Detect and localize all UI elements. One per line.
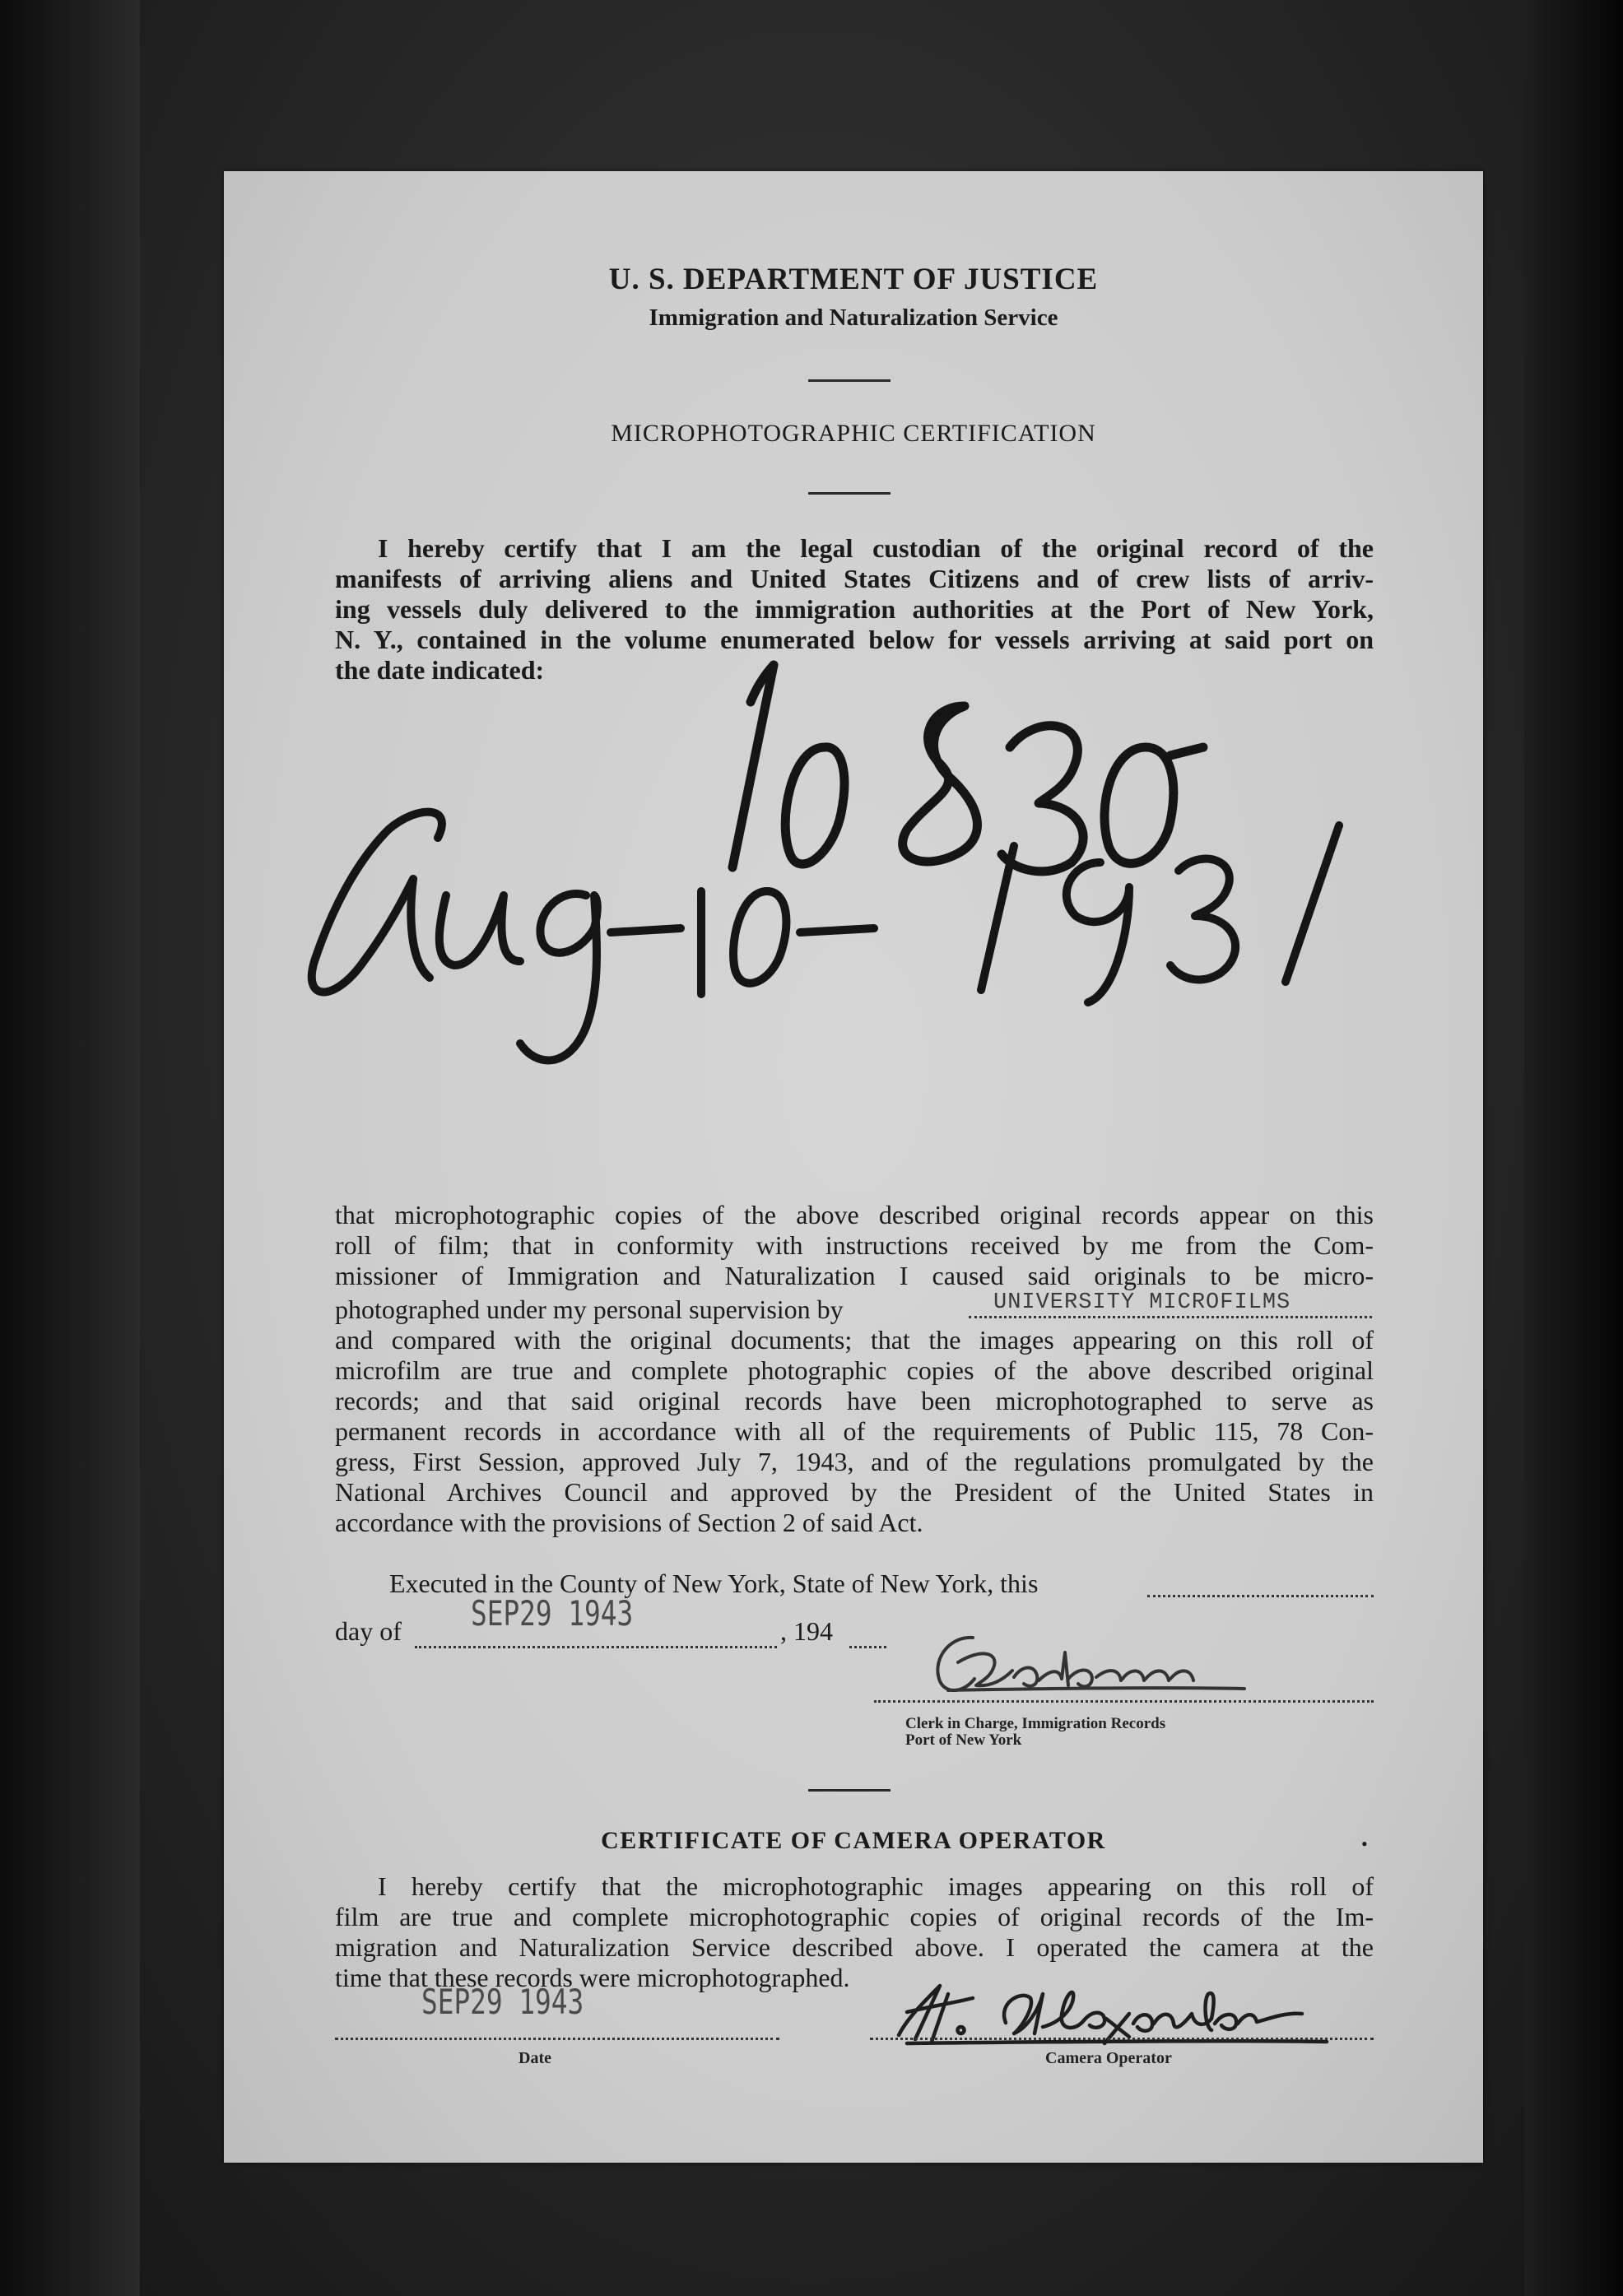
- paragraph-line: National Archives Council and approved by the President of the United States in: [335, 1477, 1374, 1507]
- service-subheading: Immigration and Naturalization Service: [649, 304, 1058, 331]
- clerk-signature: [915, 1620, 1261, 1710]
- paragraph-line: permanent records in accordance with all of the requirements of Public 115, 78 Con-: [335, 1416, 1374, 1446]
- paragraph-line: N. Y., contained in the volume enumerated below for vessels arriving at said port on: [335, 625, 1374, 654]
- clerk-signature-line: [874, 1700, 1374, 1703]
- paragraph-line: film are true and complete microphotographic copies of original records of the Im-: [335, 1902, 1374, 1931]
- executed-dots: [1147, 1595, 1374, 1597]
- film-edge-right: [1524, 0, 1623, 2296]
- camera-certificate-title: CERTIFICATE OF CAMERA OPERATOR: [601, 1827, 1106, 1854]
- day-of-label: day of: [335, 1616, 402, 1646]
- paragraph-line: microfilm are true and complete photographic copies of the above described original: [335, 1355, 1374, 1385]
- year-label: , 194: [780, 1616, 833, 1646]
- paragraph-line: manifests of arriving aliens and United States Citizens and of crew lists of arriv-: [335, 564, 1374, 593]
- supervision-prefix: photographed under my personal supervision by: [335, 1294, 844, 1324]
- clerk-port: Port of New York: [905, 1731, 1022, 1749]
- paragraph-line: that microphotographic copies of the above described original records appear on this: [335, 1200, 1374, 1229]
- film-edge-left: [0, 0, 140, 2296]
- day-of-dots: [415, 1646, 777, 1648]
- bullet-mark: •: [1361, 1834, 1368, 1854]
- paragraph-line: missioner of Immigration and Naturalization I caused said originals to be micro-: [335, 1261, 1374, 1290]
- divider-rule: [808, 1789, 891, 1792]
- camera-operator-label: Camera Operator: [1045, 2049, 1172, 2067]
- paragraph-line: and compared with the original documents; that the images appearing on this roll of: [335, 1325, 1374, 1355]
- paragraph-line: ing vessels duly delivered to the immigration authorities at the Port of New York,: [335, 594, 1374, 624]
- department-heading: U. S. DEPARTMENT OF JUSTICE: [608, 263, 1099, 296]
- paragraph-line: migration and Naturalization Service described above. I operated the camera at the: [335, 1932, 1374, 1962]
- executed-statement: Executed in the County of New York, State of New York, this: [389, 1569, 1039, 1598]
- certificate-page: [224, 171, 1483, 2163]
- body-paragraph: [335, 1200, 1374, 1538]
- handwritten-arrival-date: [224, 171, 1483, 1200]
- supervisor-name: UNIVERSITY MICROFILMS: [993, 1290, 1291, 1315]
- paragraph-line: I hereby certify that the microphotographic images appearing on this roll of: [378, 1871, 1374, 1901]
- paragraph-line: gress, First Session, approved July 7, 1943, and of the regulations promulgated by the: [335, 1447, 1374, 1476]
- paragraph-line: I hereby certify that I am the legal custodian of the original record of the: [378, 533, 1374, 563]
- paragraph-line: accordance with the provisions of Section 2 of said Act.: [335, 1508, 923, 1537]
- date-label: Date: [519, 2049, 551, 2067]
- paragraph-line: the date indicated:: [335, 655, 545, 685]
- year-dots: [849, 1646, 886, 1648]
- paragraph-line: roll of film; that in conformity with instructions received by me from the Com-: [335, 1230, 1374, 1260]
- execution-date-stamp: SEP29 1943: [471, 1593, 634, 1634]
- paragraph-line: records; and that said original records have been microphotographed to serve as: [335, 1386, 1374, 1415]
- certificate-title: MICROPHOTOGRAPHIC CERTIFICATION: [611, 420, 1096, 447]
- clerk-title: Clerk in Charge, Immigration Records: [905, 1715, 1166, 1732]
- supervision-line: [335, 1290, 1374, 1325]
- date-line: [335, 2038, 779, 2040]
- paragraph-line: time that these records were microphotographed.: [335, 1963, 850, 1992]
- camera-date-stamp: SEP29 1943: [421, 1982, 584, 2022]
- camera-operator-signature-line: [870, 2038, 1374, 2040]
